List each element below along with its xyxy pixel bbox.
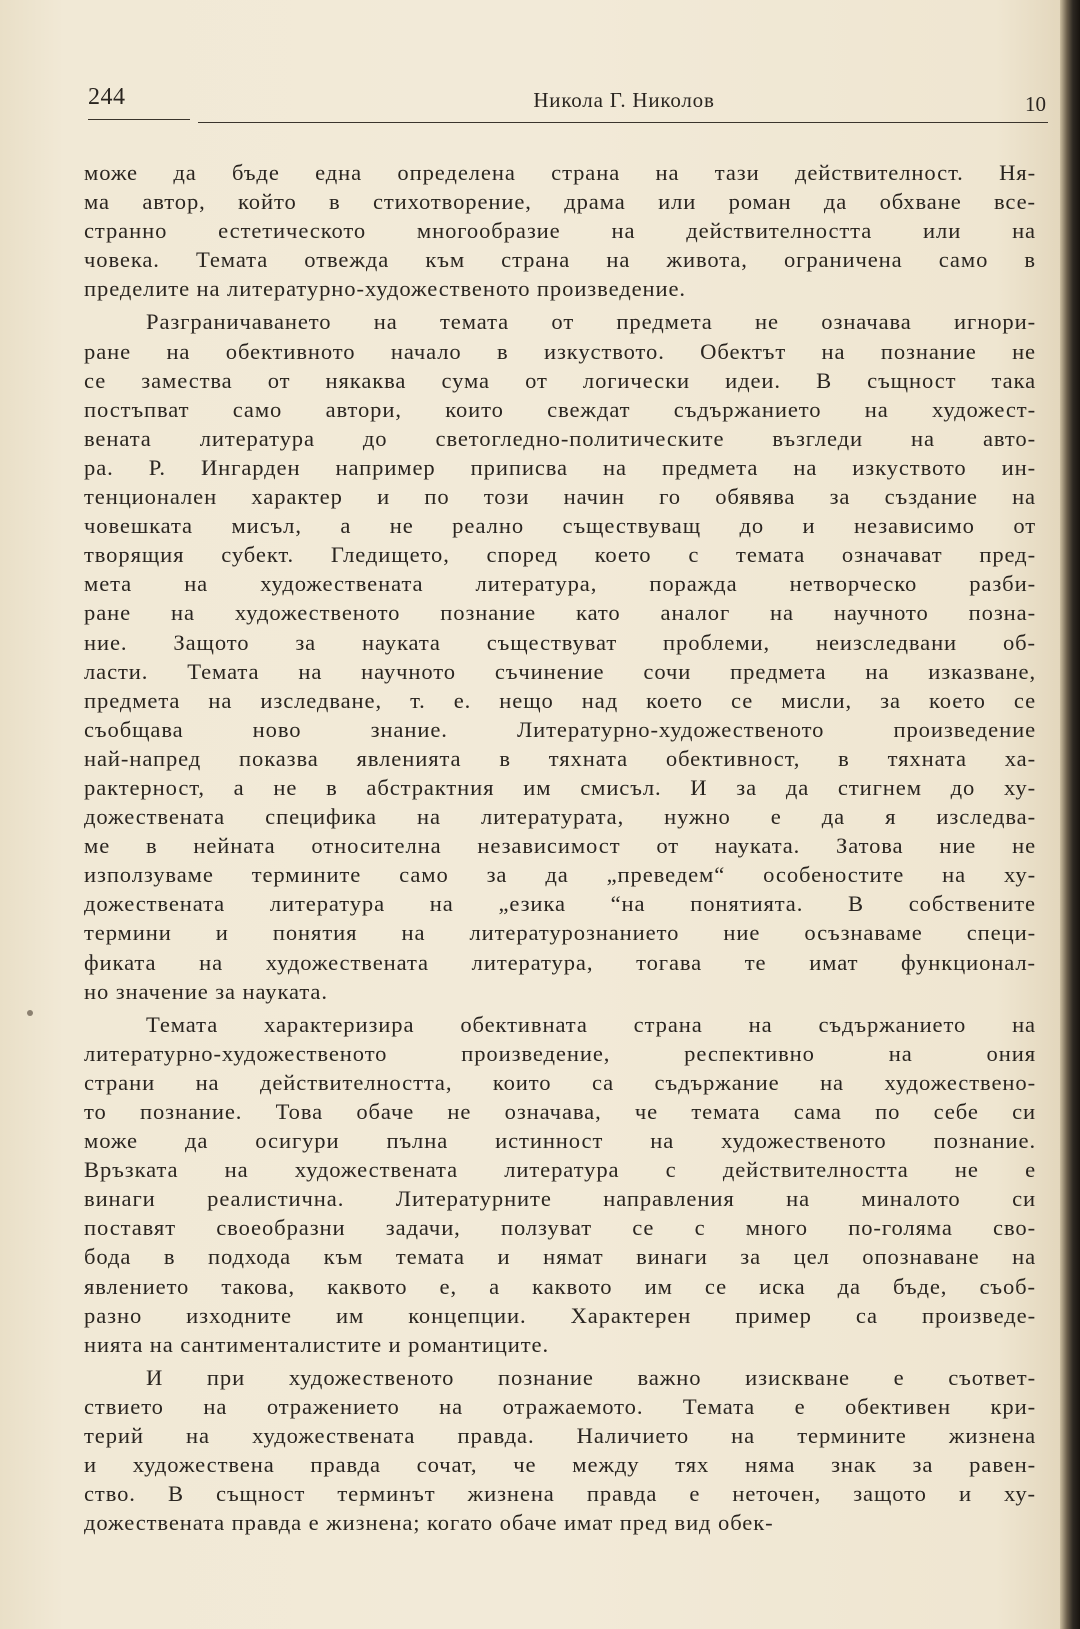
- text-line: Разграничаването на темата от предмета не означава игнори-: [146, 309, 1036, 335]
- page-header: [88, 84, 1052, 124]
- text-line: дожествената правда е жизнена; когато обаче имат пред вид обек-: [84, 1510, 774, 1536]
- text-line: вената литература до светогледно-политическите възгледи на авто-: [84, 425, 1036, 451]
- header-rule-left: [88, 119, 190, 120]
- margin-mark: [27, 1010, 33, 1016]
- text-line: странно естетическото многообразие на действителността или на: [84, 218, 1036, 244]
- text-line: най-напред показва явленията в тяхната обективност, в тяхната ха-: [84, 745, 1036, 771]
- text-line: дожествената специфика на литературата, нужно е да я изследва-: [84, 804, 1036, 830]
- text-line: дожествената литература на „езика “на понятията. В собствените: [84, 891, 1036, 917]
- text-line: Връзката на художествената литература с действителността не е: [84, 1157, 1036, 1183]
- text-line: ствието на отражението на отражаемото. Темата е обективен кри-: [84, 1393, 1036, 1419]
- running-head: Никола Г. Николов: [533, 88, 715, 112]
- text-line: ма автор, който в стихотворение, драма или роман да обхване все-: [84, 189, 1036, 215]
- text-line: явлението такова, каквото е, а каквото им се иска да бъде, съоб-: [84, 1273, 1036, 1299]
- paragraph: [84, 158, 1036, 303]
- text-line: ласти. Темата на научното съчинение сочи предмета на изказване,: [84, 658, 1036, 684]
- header-rule-right: [198, 122, 1048, 123]
- paragraph: [84, 307, 1036, 1005]
- text-line: ране на обективното начало в изкуството. Обектът на познание не: [84, 338, 1036, 364]
- paragraph: [84, 1363, 1036, 1538]
- text-line: рактерност, а не в абстрактния им смисъл. И за да стигнем до ху-: [84, 774, 1036, 800]
- text-line: ране на художественото познание като аналог на научното позна-: [84, 600, 1036, 626]
- text-line: човека. Темата отвежда към страна на живота, ограничена само в: [84, 247, 1036, 273]
- text-line: ме в нейната относителна независимост от науката. Затова ние не: [84, 833, 1036, 859]
- text-line: ние. Защото за науката съществуват проблеми, неизследвани об-: [84, 629, 1036, 655]
- text-line: бода в подхода към темата и нямат винаги за цел опознаване на: [84, 1244, 1036, 1270]
- text-line: то познание. Това обаче не означава, че темата сама по себе си: [84, 1099, 1036, 1124]
- text-line: може да осигури пълна истинност на художественото познание.: [84, 1128, 1036, 1154]
- text-line: ра. Р. Ингарден например приписва на предмета на изкуството ин-: [84, 454, 1036, 480]
- text-line: но значение за науката.: [84, 978, 328, 1004]
- text-line: съобщава ново знание. Литературно-художественото произведение: [84, 716, 1036, 742]
- text-line: човешката мисъл, а не реално съществуващ до и независимо от: [84, 513, 1036, 539]
- text-line: творящия субект. Гледището, според което с темата означават пред-: [84, 542, 1036, 568]
- text-line: използуваме термините само за да „преведем“ особеностите на ху-: [84, 862, 1036, 888]
- body-text: [84, 158, 1036, 1541]
- text-line: пределите на литературно-художественото произведение.: [84, 276, 686, 302]
- corner-mark: 10: [1025, 92, 1046, 116]
- text-line: нията на сантименталистите и романтиците.: [84, 1331, 550, 1357]
- text-line: може да бъде една определена страна на тази действителност. Ня-: [84, 160, 1036, 185]
- page-number: 244: [88, 84, 126, 110]
- text-line: страни на действителността, които са съдържание на художествено-: [84, 1069, 1036, 1095]
- text-line: тенционален характер и по този начин го обявява за създание на: [84, 484, 1036, 510]
- text-line: постъпват само автори, които свеждат съдържанието на художест-: [84, 396, 1036, 422]
- text-line: мета на художествената литература, поражда нетворческо разби-: [84, 571, 1036, 597]
- text-line: винаги реалистична. Литературните направления на миналото си: [84, 1186, 1036, 1212]
- text-line: фиката на художествената литература, тогава те имат функционал-: [84, 949, 1036, 975]
- text-line: се замества от някаква сума от логически идеи. В същност така: [84, 367, 1036, 393]
- text-line: разно изходните им концепции. Характерен пример са произведе-: [84, 1302, 1036, 1328]
- text-line: поставят своеобразни задачи, ползуват се с много по-голяма сво-: [84, 1215, 1036, 1241]
- text-line: и художествена правда сочат, че между тях няма знак за равен-: [84, 1452, 1036, 1478]
- text-line: терий на художествената правда. Наличието на термините жизнена: [84, 1423, 1036, 1449]
- text-line: И при художественото познание важно изискване е съответ-: [146, 1364, 1036, 1390]
- text-line: Темата характеризира обективната страна на съдържанието на: [146, 1011, 1036, 1037]
- text-line: ство. В същност терминът жизнена правда е неточен, защото и ху-: [84, 1481, 1036, 1507]
- text-line: предмета на изследване, т. е. нещо над което се мисли, за което се: [84, 687, 1036, 713]
- book-spine-edge: [1060, 0, 1080, 1629]
- paragraph: [84, 1010, 1036, 1359]
- text-line: литературно-художественото произведение, респективно на ония: [84, 1040, 1036, 1066]
- text-line: термини и понятия на литературознанието ние осъзнаваме специ-: [84, 920, 1036, 946]
